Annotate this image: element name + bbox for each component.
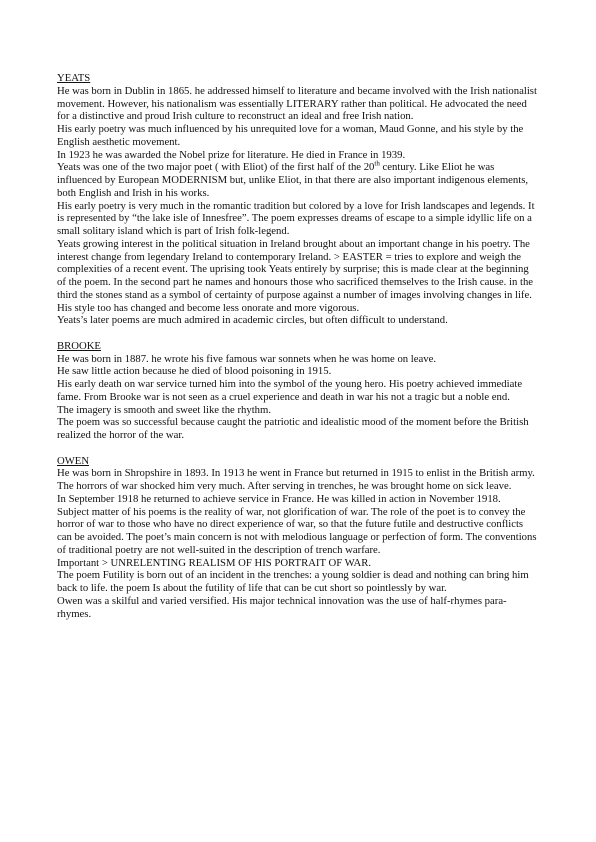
paragraph: Owen was a skilful and varied versified. His major technical innovation was the use of half-rhymes para-rhymes.	[57, 594, 507, 620]
section-owen	[57, 455, 540, 621]
paragraph: In September 1918 he returned to achieve service in France. He was killed in action in November 1918.	[57, 492, 501, 505]
document-body	[57, 72, 540, 620]
paragraph: He was born in Shropshire in 1893. In 1913 he went in France but returned in 1915 to enlist in the British army. The horrors of war shocked him very much. After serving in trenches, he was brought home on sick leave.	[57, 467, 535, 492]
paragraph: He saw little action because he died of blood poisoning in 1915.	[57, 365, 332, 378]
paragraph-text: century. Like Eliot he was influenced by European MODERNISM but, unlike Eliot, in that there are also important indigenous elements, both English and Irish in his works.	[57, 161, 529, 199]
paragraph: Subject matter of his poems is the reality of war, not glorification of war. The role of the poet is to convey the horror of war to those who have no direct experience of war, so that the future futile and destructive conflicts can be avoided. The poet’s main concern is not with melodious language or perfection of form. The conventions of traditional poetry are not well-suited in the description of trench warfare.	[57, 505, 537, 556]
paragraph: Yeats growing interest in the political situation in Ireland brought about an important change in his poetry. The interest change from legendary Ireland to contemporary Ireland. > EASTER = tries to explore and weigh the complexities of a recent event. The uprising took Yeats entirely by surprise; this is made clear at the beginning of the poem. In the second part he names and honours those who sacrificed themselves to the Irish cause. in the third the stones stand as a symbol of certainty of purpose against a number of images involving changes in life.	[57, 237, 534, 301]
paragraph: His early death on war service turned him into the symbol of the young hero. His poetry achieved immediate fame. From Brooke war is not seen as a cruel experience and death in war his not a tragic but a noble end.	[57, 378, 523, 403]
paragraph	[57, 161, 540, 199]
section-heading: OWEN	[57, 454, 90, 467]
paragraph: The poem was so successful because caught the patriotic and idealistic mood of the moment before the British realized the horror of the war.	[57, 416, 529, 441]
paragraph: Yeats’s later poems are much admired in academic circles, but often difficult to understand.	[57, 314, 448, 327]
paragraph: He was born in 1887. he wrote his five famous war sonnets when he was home on leave.	[57, 352, 437, 365]
section-yeats	[57, 72, 540, 327]
paragraph: Important > UNRELENTING REALISM OF HIS PORTRAIT OF WAR.	[57, 556, 372, 569]
superscript: th	[374, 159, 380, 168]
paragraph: His early poetry is very much in the romantic tradition but colored by a love for Irish landscapes and legends. It is represented by “the lake isle of Innesfree”. The poem expresses dreams of escape to a simple idyllic life on a small solitary island which is part of Irish folk-legend.	[57, 199, 535, 237]
paragraph: The poem Futility is born out of an incident in the trenches: a young soldier is dead and nothing can bring him back to life. the poem Is about the futility of life that can be cut short so pointlessly by war.	[57, 569, 529, 594]
paragraph: In 1923 he was awarded the Nobel prize for literature. He died in France in 1939.	[57, 148, 406, 161]
paragraph: His early poetry was much influenced by his unrequited love for a woman, Maud Gonne, and his style by the English aesthetic movement.	[57, 123, 524, 148]
paragraph-text: Yeats was one of the two major poet ( with Eliot) of the first half of the 20	[57, 161, 375, 174]
section-brooke	[57, 340, 540, 442]
section-heading: BROOKE	[57, 339, 101, 352]
paragraph: The imagery is smooth and sweet like the rhythm.	[57, 403, 272, 416]
section-heading: YEATS	[57, 72, 91, 84]
paragraph: His style too has changed and become less onorate and more vigorous.	[57, 301, 360, 314]
paragraph: He was born in Dublin in 1865. he addressed himself to literature and became involved with the Irish nationalist movement. However, his nationalism was essentially LITERARY rather than political. He advocated the need for a distinctive and proud Irish culture to reconstruct an ideal and free Irish nation.	[57, 84, 537, 123]
